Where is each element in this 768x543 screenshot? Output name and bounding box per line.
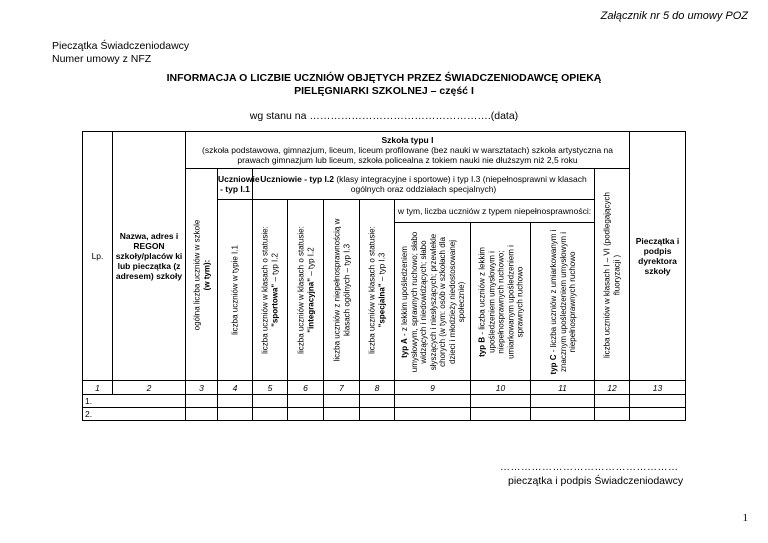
table-cell[interactable]	[595, 408, 630, 421]
director-stamp-header: Pieczątka i podpis dyrektora szkoły	[630, 132, 686, 381]
students-i23-header	[253, 169, 595, 200]
col7-header	[324, 200, 360, 381]
document-title	[0, 72, 768, 98]
table-cell[interactable]	[471, 395, 531, 408]
row-label: 2.	[83, 408, 186, 421]
school-name-header: Nazwa, adres i REGON szkoły/placów ki lub pieczątka (z adresem) szkoły	[113, 132, 186, 381]
school-type-header	[186, 132, 630, 169]
students-i23-bold: Uczniowie - typ I.2	[260, 174, 334, 184]
col-number: 9	[395, 381, 471, 395]
col-number: 2	[113, 381, 186, 395]
students-i23-rest: (klasy integracyjne i sportowe) i typ I.3 (niepełnosprawni w klasach ogólnych oraz oddziałach specjalnych)	[333, 174, 587, 194]
col12-text: liczba uczniów w klasach I – VI (podlegających fluoryzacji )	[602, 191, 621, 358]
col12-header	[595, 169, 630, 381]
col9-text: - z lekkim upośledzeniem umysłowym, sprawnych ruchowo; słabo widzących i niedowidzących; słabo słyszących i niesłyszących; przewlekle chorych (w tym: osób w szkołach dla dzieci i młodzieży niedostosowanej społecznie)	[399, 231, 466, 372]
col8-text-a: liczba uczniów w klasach o statusie:	[367, 226, 377, 354]
col5-text-a: liczba uczniów w klasach o statusie:	[260, 226, 270, 354]
annex-label: Załącznik nr 5 do umowy POZ	[600, 10, 748, 22]
school-type-title: Szkoła typu I	[381, 135, 434, 145]
col7-text: liczba uczniów z niepełnosprawnością w klasach ogólnych – typ I.3	[332, 218, 351, 362]
title-line-1: INFORMACJA O LICZBIE UCZNIÓW OBJĘTYCH PRZEZ ŚWIADCZENIODAWCĘ OPIEKĄ	[166, 72, 602, 84]
table-cell[interactable]	[324, 395, 360, 408]
students-table	[82, 131, 686, 421]
table-cell[interactable]	[630, 408, 686, 421]
col9-header	[395, 223, 471, 381]
table-cell[interactable]	[360, 408, 395, 421]
table-cell[interactable]	[324, 408, 360, 421]
table-cell[interactable]	[531, 408, 595, 421]
table-cell[interactable]	[253, 408, 288, 421]
disability-type-header: w tym, liczba uczniów z typem niepełnosprawności:	[395, 200, 595, 223]
col-number: 13	[630, 381, 686, 395]
table-cell[interactable]	[218, 408, 253, 421]
col9-bold: typ A	[399, 337, 409, 358]
table-cell[interactable]	[218, 395, 253, 408]
row-label: 1.	[83, 395, 186, 408]
col6-text-a: liczba uczniów w klasach o statusie:	[296, 226, 305, 354]
col4-header	[218, 200, 253, 381]
students-i1-header: Uczniowie - typ I.1	[218, 169, 253, 200]
col8-text-b: "specjalna"	[377, 283, 386, 328]
title-line-2: PIELĘGNIARKI SZKOLNEJ – część I	[294, 85, 474, 97]
col6-text-c: – typ I.2	[305, 247, 315, 278]
col8-text-c: – typ I.3	[377, 252, 386, 284]
table-row	[83, 408, 686, 421]
col-number: 7	[324, 381, 360, 395]
col11-text: - liczba uczniów z umiarkowanym i znacznym upośledzeniem umysłowym i niepełnosprawnych ruchowo	[548, 229, 577, 372]
col6-header	[288, 200, 324, 381]
column-numbers-row	[83, 381, 686, 395]
table-cell[interactable]	[253, 395, 288, 408]
table-cell[interactable]	[186, 408, 218, 421]
col-number: 3	[186, 381, 218, 395]
provider-block	[52, 40, 189, 66]
col-number: 4	[218, 381, 253, 395]
signature-line: ……………………………………………	[500, 462, 679, 473]
total-students-line2: (w tym):	[201, 259, 211, 290]
col10-bold: typ B	[476, 336, 486, 357]
col8-header	[360, 200, 395, 381]
table-cell[interactable]	[395, 408, 471, 421]
col-number: 12	[595, 381, 630, 395]
col-number: 10	[471, 381, 531, 395]
table-cell[interactable]	[288, 395, 324, 408]
table-cell[interactable]	[595, 395, 630, 408]
table-cell[interactable]	[531, 395, 595, 408]
col-number: 1	[83, 381, 113, 395]
col5-header	[253, 200, 288, 381]
table-cell[interactable]	[360, 395, 395, 408]
total-students-line1: ogólna liczba uczniów w szkole	[192, 219, 201, 330]
school-type-description: (szkoła podstawowa, gimnazjum, liceum, liceum profilowane (bez nauki w warsztatach) szkoła artystyczna na prawach gimnazjum lub liceum, szkoła policealna z tokiem nauki nie dłuższym niż 2,5 roku	[201, 145, 613, 165]
col4-text: liczba uczniów w typie I.1	[230, 245, 240, 335]
col6-text-b: "integracyjna"	[305, 277, 315, 333]
table-cell[interactable]	[288, 408, 324, 421]
table-row	[83, 395, 686, 408]
table-cell[interactable]	[630, 395, 686, 408]
total-students-header	[186, 169, 218, 381]
lp-header: Lp.	[83, 132, 113, 381]
table-cell[interactable]	[471, 408, 531, 421]
as-of-date: wg stanu na …………………………………………….(data)	[249, 110, 519, 122]
signature-label: pieczątka i podpis Świadczeniodawcy	[508, 475, 684, 487]
table-cell[interactable]	[395, 395, 471, 408]
provider-stamp-label: Pieczątka Świadczeniodawcy	[52, 40, 190, 52]
col11-header	[531, 223, 595, 381]
col-number: 11	[531, 381, 595, 395]
col-number: 6	[288, 381, 324, 395]
col5-text-b: "sportowa"	[270, 283, 279, 327]
col11-bold: typ C	[548, 353, 558, 374]
contract-number-label: Numer umowy z NFZ	[52, 53, 152, 65]
col-number: 8	[360, 381, 395, 395]
col10-text: - liczba uczniów z lekkim upośledzeniem umysłowym i niepełnosprawnych ruchowo; umiarkowanym upośledzeniem i sprawnych ruchowo	[476, 244, 524, 359]
col10-header	[471, 223, 531, 381]
page-number: 1	[742, 512, 748, 524]
col5-text-c: – typ I.2	[270, 253, 279, 284]
table-cell[interactable]	[186, 395, 218, 408]
col-number: 5	[253, 381, 288, 395]
